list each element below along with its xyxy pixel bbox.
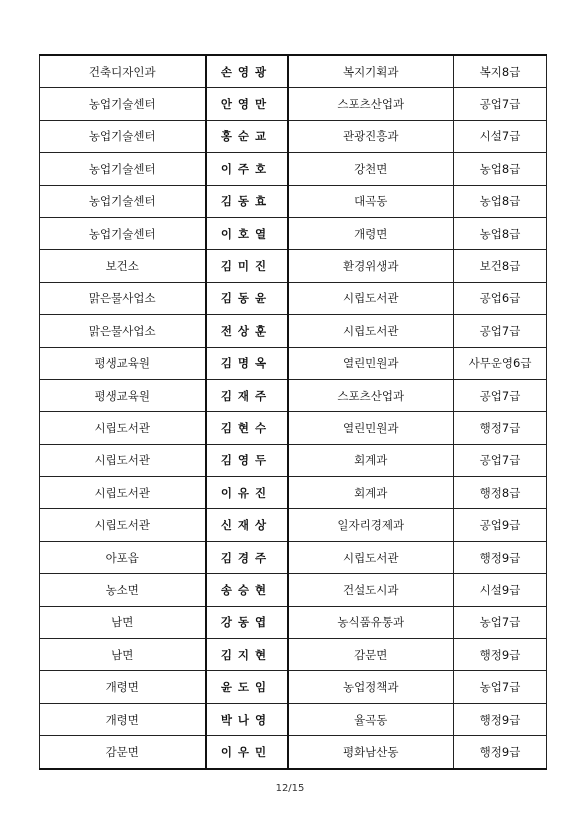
grade-cell: 보건8급 bbox=[454, 250, 547, 282]
previous-department-cell: 개령면 bbox=[40, 703, 206, 735]
new-department-cell: 회계과 bbox=[288, 444, 454, 476]
employee-name-cell: 김명옥 bbox=[206, 347, 288, 379]
new-department-cell: 평화남산동 bbox=[288, 736, 454, 769]
previous-department-cell: 개령면 bbox=[40, 671, 206, 703]
grade-cell: 농업8급 bbox=[454, 185, 547, 217]
employee-name-cell: 홍순교 bbox=[206, 120, 288, 152]
new-department-cell: 스포츠산업과 bbox=[288, 379, 454, 411]
page-number: 12/15 bbox=[275, 783, 305, 794]
grade-cell: 공업9급 bbox=[454, 509, 547, 541]
new-department-cell: 열린민원과 bbox=[288, 412, 454, 444]
employee-name-cell: 안영만 bbox=[206, 88, 288, 120]
table-row bbox=[40, 379, 547, 411]
new-department-cell: 강천면 bbox=[288, 153, 454, 185]
previous-department-cell: 농업기술센터 bbox=[40, 217, 206, 249]
table-row bbox=[40, 88, 547, 120]
new-department-cell: 시립도서관 bbox=[288, 541, 454, 573]
grade-cell: 시설9급 bbox=[454, 574, 547, 606]
previous-department-cell: 감문면 bbox=[40, 736, 206, 769]
employee-name-cell: 김미진 bbox=[206, 250, 288, 282]
previous-department-cell: 맑은물사업소 bbox=[40, 315, 206, 347]
employee-name-cell: 강동엽 bbox=[206, 606, 288, 638]
employee-name-cell: 박나영 bbox=[206, 703, 288, 735]
employee-name-cell: 김영두 bbox=[206, 444, 288, 476]
previous-department-cell: 평생교육원 bbox=[40, 379, 206, 411]
new-department-cell: 농업정책과 bbox=[288, 671, 454, 703]
employee-name-cell: 송승현 bbox=[206, 574, 288, 606]
previous-department-cell: 시립도서관 bbox=[40, 444, 206, 476]
previous-department-cell: 시립도서관 bbox=[40, 477, 206, 509]
grade-cell: 행정9급 bbox=[454, 639, 547, 671]
new-department-cell: 시립도서관 bbox=[288, 282, 454, 314]
grade-cell: 사무운영6급 bbox=[454, 347, 547, 379]
employee-name-cell: 이우민 bbox=[206, 736, 288, 769]
grade-cell: 행정9급 bbox=[454, 541, 547, 573]
new-department-cell: 개령면 bbox=[288, 217, 454, 249]
grade-cell: 행정8급 bbox=[454, 477, 547, 509]
grade-cell: 농업7급 bbox=[454, 671, 547, 703]
new-department-cell: 열린민원과 bbox=[288, 347, 454, 379]
new-department-cell: 농식품유통과 bbox=[288, 606, 454, 638]
table-row bbox=[40, 250, 547, 282]
new-department-cell: 율곡동 bbox=[288, 703, 454, 735]
table-row bbox=[40, 736, 547, 769]
grade-cell: 농업8급 bbox=[454, 153, 547, 185]
previous-department-cell: 남면 bbox=[40, 606, 206, 638]
grade-cell: 공업7급 bbox=[454, 315, 547, 347]
table-row bbox=[40, 185, 547, 217]
employee-name-cell: 김동윤 bbox=[206, 282, 288, 314]
table-row bbox=[40, 639, 547, 671]
table-row bbox=[40, 509, 547, 541]
personnel-table-body bbox=[40, 55, 547, 769]
previous-department-cell: 농업기술센터 bbox=[40, 120, 206, 152]
table-row bbox=[40, 217, 547, 249]
table-row bbox=[40, 606, 547, 638]
grade-cell: 농업7급 bbox=[454, 606, 547, 638]
grade-cell: 행정9급 bbox=[454, 736, 547, 769]
previous-department-cell: 시립도서관 bbox=[40, 412, 206, 444]
table-row bbox=[40, 541, 547, 573]
employee-name-cell: 김경주 bbox=[206, 541, 288, 573]
previous-department-cell: 보건소 bbox=[40, 250, 206, 282]
table-row bbox=[40, 444, 547, 476]
grade-cell: 복지8급 bbox=[454, 55, 547, 88]
new-department-cell: 회계과 bbox=[288, 477, 454, 509]
table-row bbox=[40, 315, 547, 347]
previous-department-cell: 농업기술센터 bbox=[40, 153, 206, 185]
employee-name-cell: 이주호 bbox=[206, 153, 288, 185]
new-department-cell: 대곡동 bbox=[288, 185, 454, 217]
new-department-cell: 감문면 bbox=[288, 639, 454, 671]
grade-cell: 행정7급 bbox=[454, 412, 547, 444]
table-row bbox=[40, 477, 547, 509]
grade-cell: 공업7급 bbox=[454, 379, 547, 411]
new-department-cell: 일자리경제과 bbox=[288, 509, 454, 541]
new-department-cell: 시립도서관 bbox=[288, 315, 454, 347]
grade-cell: 공업7급 bbox=[454, 444, 547, 476]
previous-department-cell: 맑은물사업소 bbox=[40, 282, 206, 314]
employee-name-cell: 김지현 bbox=[206, 639, 288, 671]
grade-cell: 공업6급 bbox=[454, 282, 547, 314]
grade-cell: 시설7급 bbox=[454, 120, 547, 152]
employee-name-cell: 윤도임 bbox=[206, 671, 288, 703]
table-row bbox=[40, 282, 547, 314]
table-row bbox=[40, 412, 547, 444]
employee-name-cell: 전상훈 bbox=[206, 315, 288, 347]
employee-name-cell: 신재상 bbox=[206, 509, 288, 541]
grade-cell: 공업7급 bbox=[454, 88, 547, 120]
previous-department-cell: 평생교육원 bbox=[40, 347, 206, 379]
previous-department-cell: 농소면 bbox=[40, 574, 206, 606]
table-row bbox=[40, 671, 547, 703]
previous-department-cell: 농업기술센터 bbox=[40, 185, 206, 217]
grade-cell: 농업8급 bbox=[454, 217, 547, 249]
table-row bbox=[40, 347, 547, 379]
employee-name-cell: 김현수 bbox=[206, 412, 288, 444]
new-department-cell: 관광진흥과 bbox=[288, 120, 454, 152]
previous-department-cell: 시립도서관 bbox=[40, 509, 206, 541]
table-row bbox=[40, 153, 547, 185]
new-department-cell: 복지기획과 bbox=[288, 55, 454, 88]
new-department-cell: 환경위생과 bbox=[288, 250, 454, 282]
previous-department-cell: 남면 bbox=[40, 639, 206, 671]
employee-name-cell: 이유진 bbox=[206, 477, 288, 509]
previous-department-cell: 아포읍 bbox=[40, 541, 206, 573]
employee-name-cell: 김동효 bbox=[206, 185, 288, 217]
grade-cell: 행정9급 bbox=[454, 703, 547, 735]
employee-name-cell: 손영광 bbox=[206, 55, 288, 88]
table-row bbox=[40, 55, 547, 88]
new-department-cell: 건설도시과 bbox=[288, 574, 454, 606]
table-row bbox=[40, 703, 547, 735]
previous-department-cell: 농업기술센터 bbox=[40, 88, 206, 120]
table-row bbox=[40, 574, 547, 606]
previous-department-cell: 건축디자인과 bbox=[40, 55, 206, 88]
personnel-table bbox=[39, 54, 547, 770]
employee-name-cell: 김재주 bbox=[206, 379, 288, 411]
table-row bbox=[40, 120, 547, 152]
employee-name-cell: 이호열 bbox=[206, 217, 288, 249]
new-department-cell: 스포츠산업과 bbox=[288, 88, 454, 120]
